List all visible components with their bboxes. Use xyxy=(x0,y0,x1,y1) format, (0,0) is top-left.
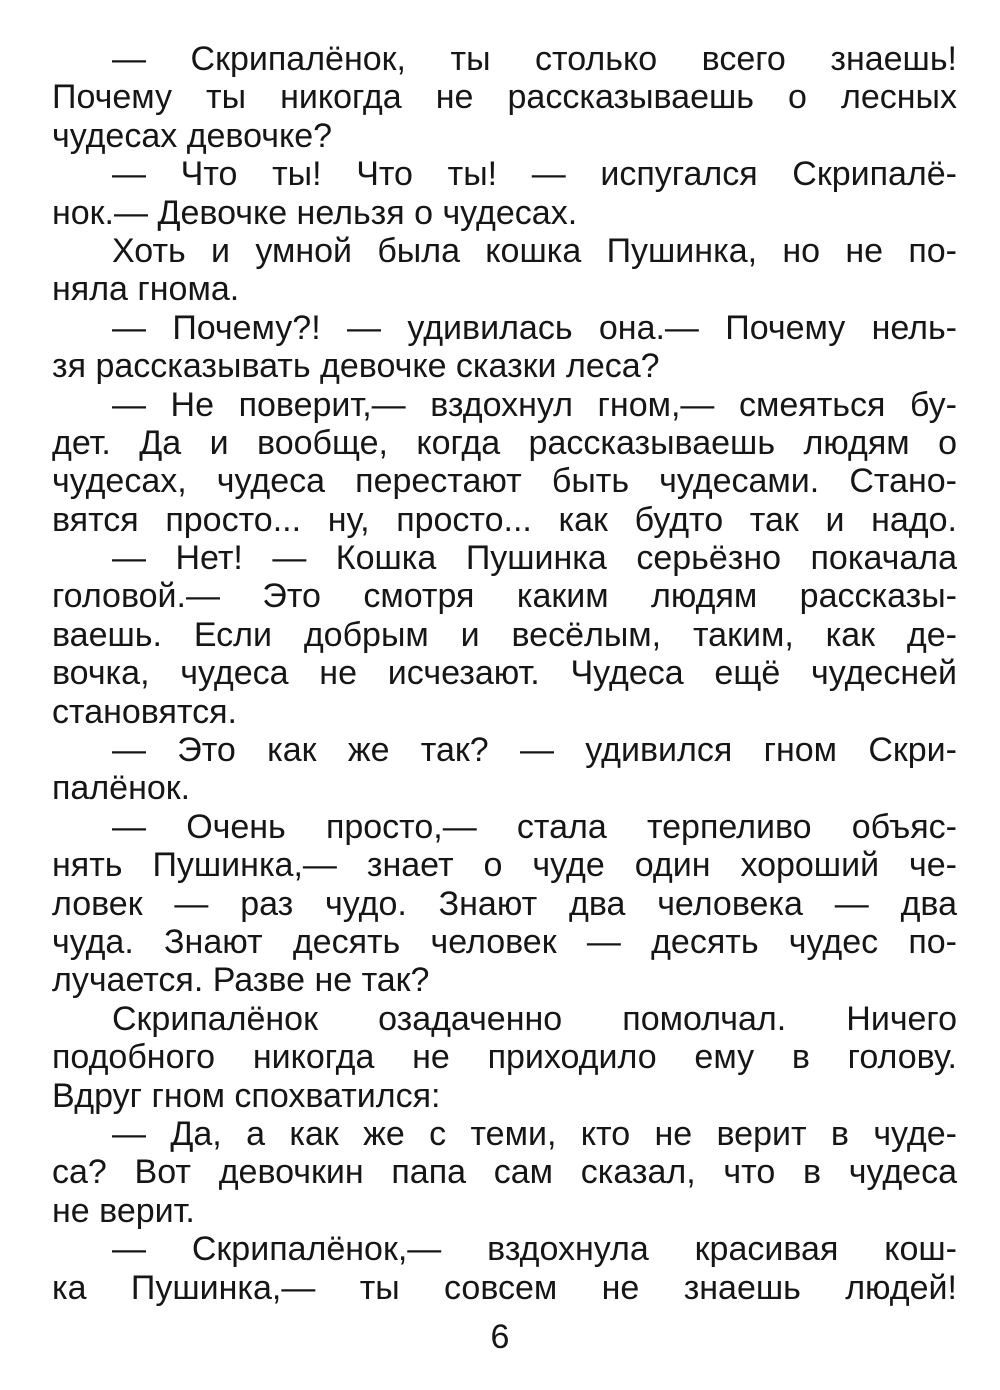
text-line: чуда. Знают десять человек — десять чудес по- xyxy=(52,922,957,961)
text-line: ка Пушинка,— ты совсем не знаешь людей! xyxy=(52,1268,957,1307)
text-line: чудесах, чудеса перестают быть чудесами. Стано- xyxy=(52,462,957,501)
text-line: вятся просто... ну, просто... как будто так и надо. xyxy=(52,500,957,539)
text-line: — Почему?! — удивилась она.— Почему нель- xyxy=(112,308,957,347)
text-line: — Нет! — Кошка Пушинка серьёзно покачала xyxy=(112,539,957,578)
text-line: нять Пушинка,— знает о чуде один хороший че- xyxy=(52,846,957,885)
text-line: Почему ты никогда не рассказываешь о лесных xyxy=(52,78,957,117)
text-line: не верит. xyxy=(52,1191,195,1230)
text-line: Скрипалёнок озадаченно помолчал. Ничего xyxy=(112,999,957,1038)
text-line: становятся. xyxy=(52,692,237,731)
text-line: ваешь. Если добрым и весёлым, таким, как де- xyxy=(52,615,957,654)
text-line: няла гнома. xyxy=(52,270,240,309)
text-line: — Что ты! Что ты! — испугался Скрипалё- xyxy=(112,155,957,194)
text-line: лучается. Разве не так? xyxy=(52,961,430,1000)
text-line: ловек — раз чудо. Знают два человека — два xyxy=(52,884,957,923)
text-line: палёнок. xyxy=(52,769,191,808)
page-number: 6 xyxy=(490,1318,510,1356)
text-line: — Очень просто,— стала терпеливо объяс- xyxy=(112,807,957,846)
text-line: подобного никогда не приходило ему в голову. xyxy=(52,1038,957,1077)
text-line: дет. Да и вообще, когда рассказываешь людям о xyxy=(52,423,957,462)
text-line: нок.— Девочке нельзя о чудесах. xyxy=(52,193,578,232)
text-line: чудесах девочке? xyxy=(52,116,333,155)
text-line: — Не поверит,— вздохнул гном,— смеяться бу- xyxy=(112,385,957,424)
text-line: головой.— Это смотря каким людям рассказы- xyxy=(52,577,957,616)
text-line: зя рассказывать девочке сказки леса? xyxy=(52,347,660,386)
text-line: Хоть и умной была кошка Пушинка, но не по- xyxy=(112,231,957,270)
story-text xyxy=(52,40,957,1307)
text-line: — Скрипалёнок,— вздохнула красивая кош- xyxy=(112,1230,957,1269)
text-line: — Скрипалёнок, ты столько всего знаешь! xyxy=(112,40,957,78)
text-line: — Это как же так? — удивился гном Скри- xyxy=(112,731,957,770)
text-line: Вдруг гном спохватился: xyxy=(52,1076,441,1115)
text-line: вочка, чудеса не исчезают. Чудеса ещё чудесней xyxy=(52,654,957,693)
text-line: са? Вот девочкин папа сам сказал, что в чудеса xyxy=(52,1153,957,1192)
text-line: — Да, а как же с теми, кто не верит в чуде- xyxy=(112,1114,957,1153)
